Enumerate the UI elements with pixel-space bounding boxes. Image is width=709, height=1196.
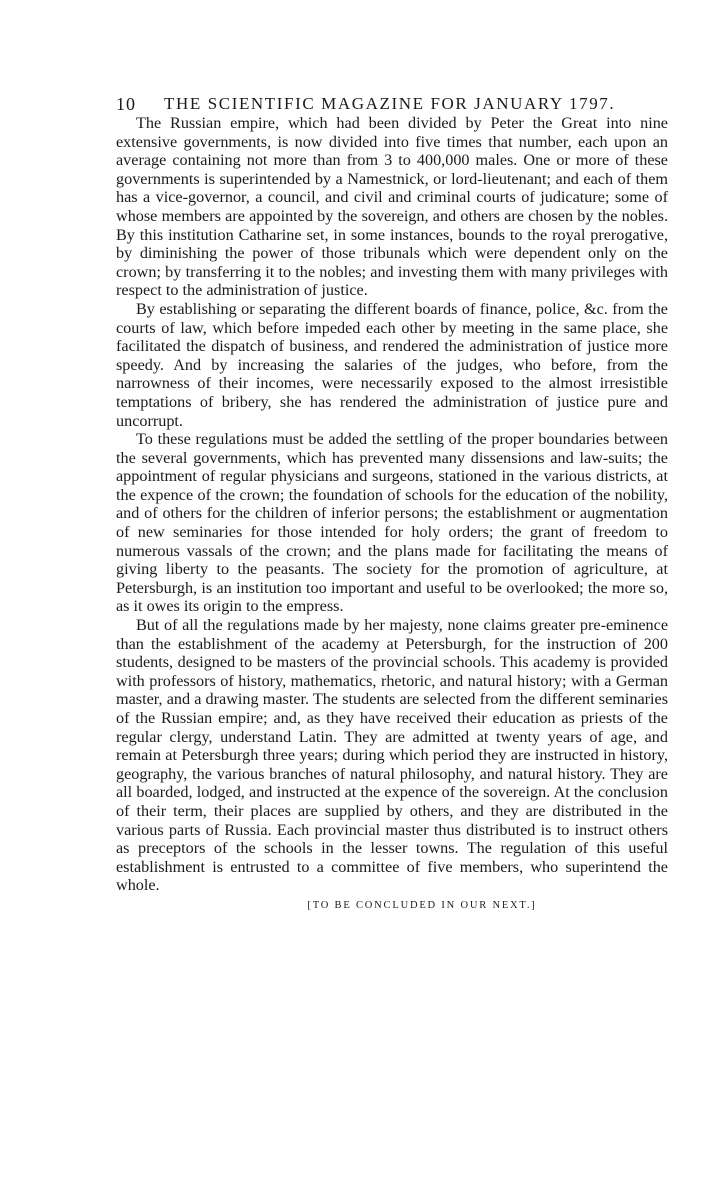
paragraph-1: The Russian empire, which had been divided by Peter the Great into nine extensive governments, is now divided into five times that number, each upon an average containing not more than from 3 to 400,000 males. One or more of these governments is superintended by a Namestnick, or lord-lieutenant; and each of them has a vice-governor, a council, and civil and criminal courts of judicature; some of whose members are appointed by the sovereign, and others are chosen by the nobles. By this institution Catharine set, in some instances, bounds to the royal prerogative, by diminishing the power of those tribunals which were dependent only on the crown; by transferring it to the nobles; and investing them with many privileges with respect to the administration of justice. — [116, 114, 668, 300]
paragraph-4: But of all the regulations made by her majesty, none claims greater pre-eminence than the establishment of the academy at Petersburgh, for the instruction of 200 students, designed to be masters of the provincial schools. This academy is provided with professors of history, mathematics, rhetoric, and natural history; with a German master, and a drawing master. The students are selected from the different seminaries of the Russian empire; and, as they have received their education as priests of the regular clergy, understand Latin. They are admitted at twenty years of age, and remain at Petersburgh three years; during which period they are instructed in history, geography, the various branches of natural philosophy, and natural history. They are all boarded, lodged, and instructed at the expence of the sovereign. At the conclusion of their term, their places are supplied by others, and they are distributed in the various parts of Russia. Each provincial master thus distributed is to instruct others as preceptors of the schools in the lesser towns. The regulation of this useful establishment is entrusted to a committee of five members, who superintend the whole. — [116, 616, 668, 895]
continuation-note: [TO BE CONCLUDED IN OUR NEXT.] — [307, 899, 537, 911]
article-body — [116, 114, 668, 916]
paragraph-2: By establishing or separating the different boards of finance, police, &c. from the courts of law, which before impeded each other by meeting in the same place, she facilitated the dispatch of business, and rendered the administration of justice more speedy. And by increasing the salaries of the judges, who before, from the narrowness of their incomes, were necessarily exposed to the almost irresistible temptations of bribery, she has rendered the administration of justice pure and uncorrupt. — [116, 299, 668, 430]
paragraph-3: To these regulations must be added the settling of the proper boundaries between the several governments, which has prevented many dissensions and law-suits; the appointment of regular physicians and surgeons, stationed in the various districts, at the expence of the crown; the foundation of schools for the education of the nobility, and of others for the children of inferior persons; the establishment or augmentation of new seminaries for those intended for holy orders; the grant of freedom to numerous vassals of the crown; and the plans made for facilitating the means of giving liberty to the peasants. The society for the promotion of agriculture, at Petersburgh, is an institution too important and useful to be overlooked; the more so, as it owes its origin to the empress. — [116, 430, 668, 616]
page-title: THE SCIENTIFIC MAGAZINE FOR JANUARY 1797. — [164, 94, 616, 113]
page-number: 10 — [116, 94, 136, 114]
